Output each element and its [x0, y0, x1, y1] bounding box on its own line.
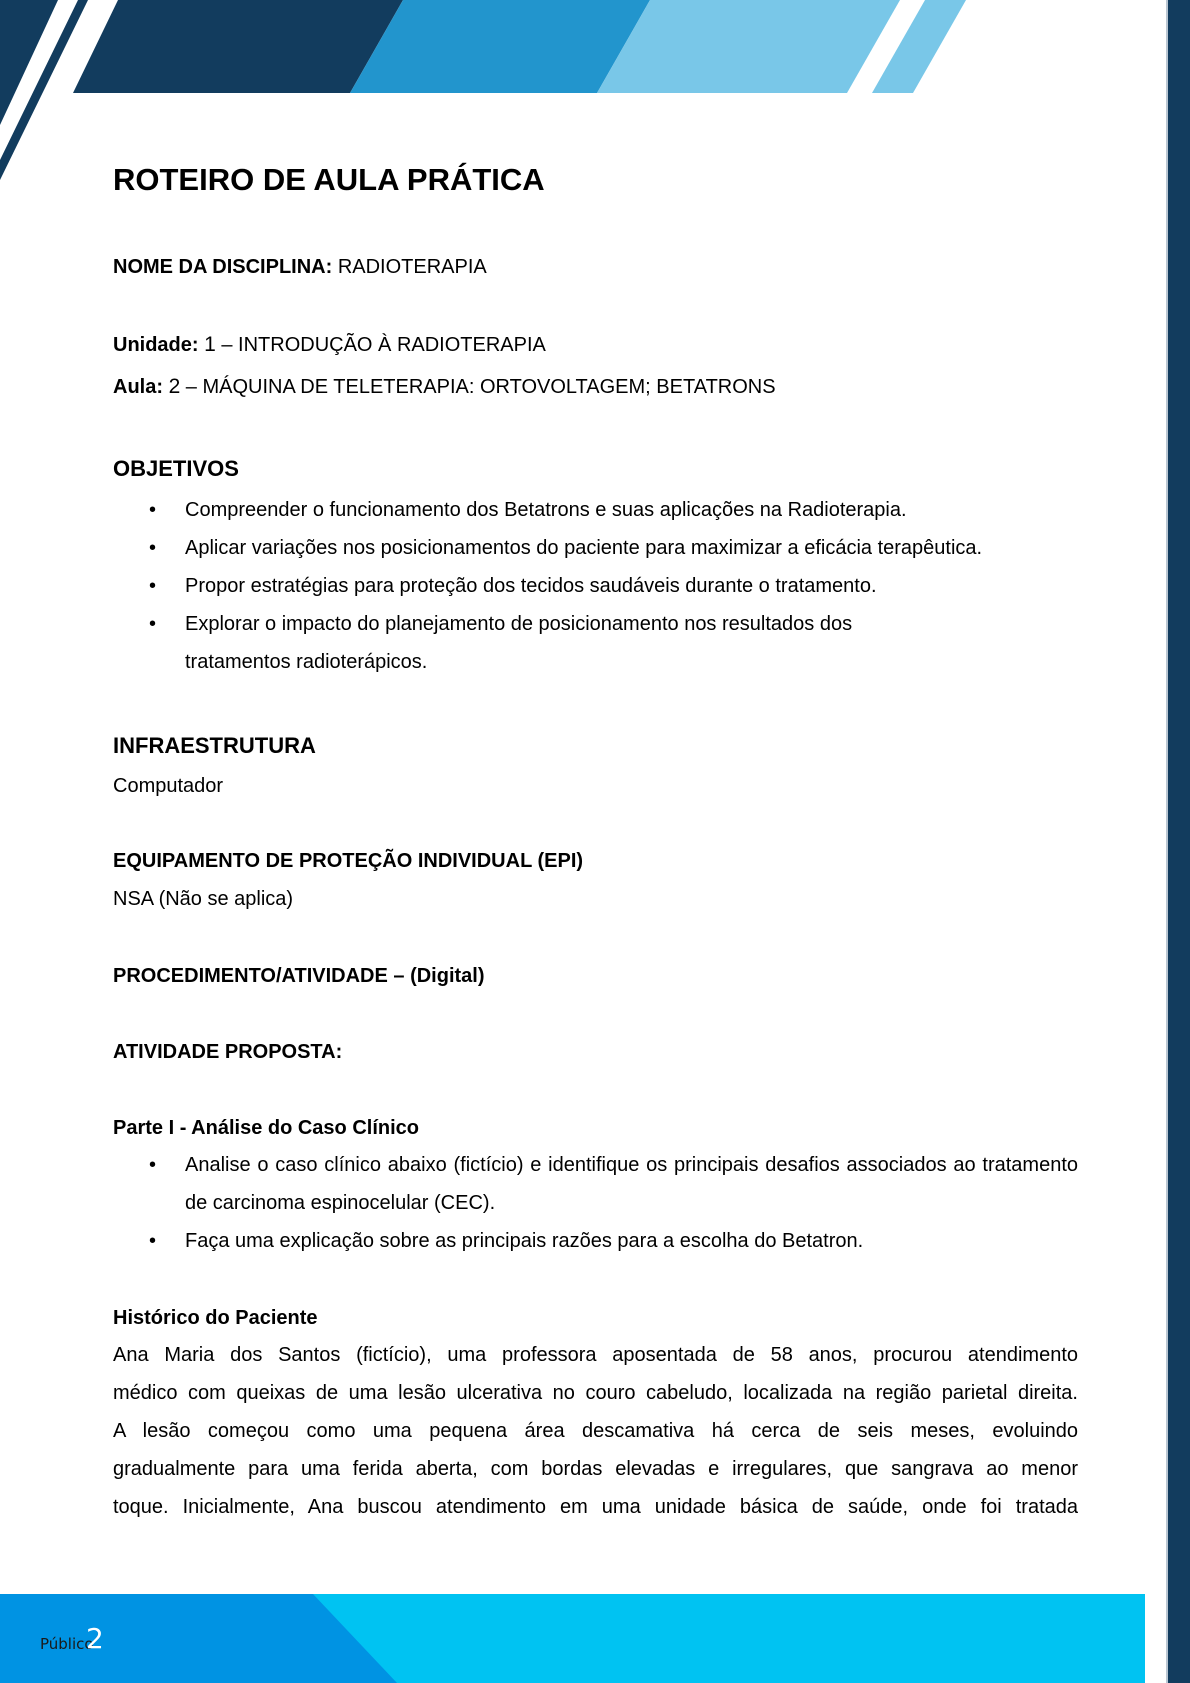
patient-history-line: gradualmente para uma ferida aberta, com bordas elevadas e irregulares, que sangrava ao menor [113, 1458, 1078, 1480]
header-navy-block [73, 0, 403, 93]
unit-number: 1 [204, 333, 216, 356]
patient-history-line: médico com queixas de uma lesão ulcerativa no couro cabeludo, localizada na região parietal direita. [113, 1382, 1078, 1404]
lesson-value: – MÁQUINA DE TELETERAPIA: ORTOVOLTAGEM; BETATRONS [180, 376, 776, 398]
classification-label: Público [40, 1635, 94, 1653]
document-title: ROTEIRO DE AULA PRÁTICA [113, 162, 545, 197]
objective-item: • Compreender o funcionamento dos Betatrons e suas aplicações na Radioterapia. [113, 491, 1078, 529]
epi-heading: EQUIPAMENTO DE PROTEÇÃO INDIVIDUAL (EPI) [113, 850, 584, 872]
footer-band [0, 1594, 1145, 1683]
objective-item: • Propor estratégias para proteção dos tecidos saudáveis durante o tratamento. [113, 567, 1078, 605]
proposed-activity-heading: ATIVIDADE PROPOSTA: [113, 1041, 343, 1063]
patient-history-line: toque. Inicialmente, Ana buscou atendimento em uma unidade básica de saúde, onde foi tratada [113, 1496, 1078, 1518]
part1-item: • Analise o caso clínico abaixo (fictício) e identifique os principais desafios associados ao tratamento de carcinoma espinocelular (CEC). [113, 1146, 1078, 1222]
lesson-number: 2 [168, 375, 181, 398]
patient-history-line: A lesão começou como uma pequena área descamativa há cerca de seis meses, evoluindo [113, 1420, 1078, 1442]
lesson-line [113, 375, 776, 399]
objectives-heading: OBJETIVOS [113, 456, 239, 481]
discipline-line [113, 256, 487, 279]
unit-line [113, 333, 546, 357]
procedure-heading: PROCEDIMENTO/ATIVIDADE – (Digital) [113, 965, 485, 987]
infrastructure-value: Computador [113, 775, 224, 797]
page-number: 2 [86, 1622, 104, 1655]
objectives-list [113, 491, 1078, 681]
epi-value: NSA (Não se aplica) [113, 888, 294, 910]
part1-heading: Parte I - Análise do Caso Clínico [113, 1117, 419, 1139]
objective-item: • Aplicar variações nos posicionamentos do paciente para maximizar a eficácia terapêutica. [113, 529, 1078, 567]
discipline-label: NOME DA DISCIPLINA: [113, 256, 333, 278]
patient-history-line: Ana Maria dos Santos (fictício), uma professora aposentada de 58 anos, procurou atendimento [113, 1344, 1078, 1366]
unit-value: – INTRODUÇÃO À RADIOTERAPIA [215, 334, 546, 356]
infrastructure-heading: INFRAESTRUTURA [113, 733, 316, 758]
part1-item: • Faça uma explicação sobre as principais razões para a escolha do Betatron. [113, 1222, 1078, 1260]
patient-history-heading: Histórico do Paciente [113, 1307, 318, 1329]
part1-list [113, 1146, 1078, 1260]
objective-item: • Explorar o impacto do planejamento de posicionamento nos resultados dos tratamentos radioterápicos. [113, 605, 1078, 681]
lesson-label: Aula: [113, 376, 163, 398]
header-light-blue-block [597, 0, 900, 93]
discipline-value: RADIOTERAPIA [337, 256, 487, 278]
unit-label: Unidade: [113, 334, 199, 356]
right-border-bar [1168, 0, 1190, 1683]
